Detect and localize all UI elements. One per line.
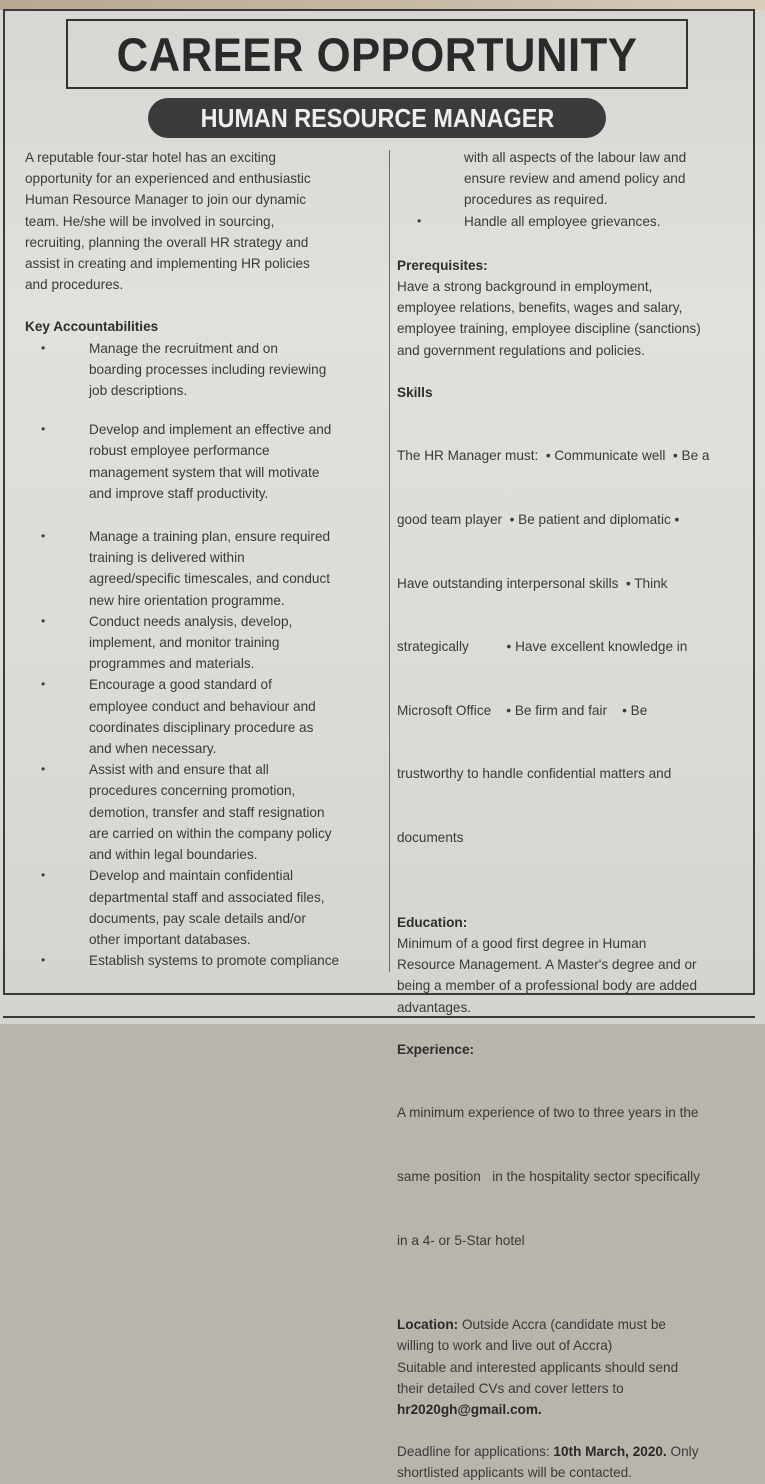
education-text: [397, 933, 747, 1018]
deadline-prefix: Deadline for applications:: [397, 1444, 554, 1460]
text-line: The HR Manager must: • Communicate well • Be a: [397, 448, 710, 464]
item-line: Handle all employee grievances.: [464, 213, 661, 229]
location-text: [397, 1314, 747, 1420]
text-line: employee training, employee discipline (sanctions): [397, 321, 701, 337]
bullet-icon: •: [41, 868, 46, 883]
item-line: job descriptions.: [89, 383, 188, 399]
accountability-item-continued: [397, 147, 747, 211]
item-line: programmes and materials.: [89, 656, 255, 672]
text-line: advantages.: [397, 999, 472, 1015]
education-heading: Education:: [397, 914, 468, 930]
item-line: employee conduct and behaviour and: [89, 698, 316, 714]
text-line: and government regulations and policies.: [397, 342, 645, 358]
item-line: robust employee performance: [89, 443, 270, 459]
bullet-icon: •: [41, 340, 46, 355]
bullet-icon: •: [41, 529, 46, 544]
intro-line: A reputable four-star hotel has an exciting: [25, 150, 276, 165]
text-line: in a 4- or 5-Star hotel: [397, 1232, 525, 1248]
item-line: Manage the recruitment and on: [89, 340, 278, 356]
text-line: documents: [397, 830, 464, 846]
text-line: being a member of a professional body are added: [397, 978, 698, 994]
job-title: HUMAN RESOURCE MANAGER: [200, 102, 554, 133]
accountability-item: [25, 865, 375, 950]
bullet-icon: •: [417, 213, 422, 228]
bullet-icon: •: [41, 422, 46, 437]
accountability-item: [25, 419, 375, 504]
bullet-icon: •: [41, 762, 46, 777]
accountability-item: [25, 526, 375, 611]
text-line: Resource Management. A Master's degree and or: [397, 957, 697, 973]
location-value: Outside Accra (candidate must be: [458, 1317, 666, 1333]
accountability-item: [25, 759, 375, 865]
text-line: Have outstanding interpersonal skills • Think: [397, 575, 668, 591]
text-line: strategically • Have excellent knowledge in: [397, 639, 688, 655]
item-line: Conduct needs analysis, develop,: [89, 613, 293, 629]
experience-heading: Experience:: [397, 1041, 475, 1057]
item-line: management system that will motivate: [89, 464, 320, 480]
item-line: demotion, transfer and staff resignation: [89, 804, 325, 820]
accountability-item: [25, 338, 375, 402]
item-line: coordinates disciplinary procedure as: [89, 719, 314, 735]
text-line: Suitable and interested applicants should send: [397, 1359, 679, 1375]
job-title-banner: [148, 98, 606, 138]
location-line: [397, 1314, 747, 1335]
contact-email[interactable]: hr2020gh@gmail.com.: [397, 1401, 542, 1417]
intro-line: Human Resource Manager to join our dynamic: [25, 192, 307, 208]
intro-paragraph: [25, 147, 375, 295]
intro-line: opportunity for an experienced and enthusiastic: [25, 171, 311, 187]
item-line: Assist with and ensure that all: [89, 762, 269, 778]
location-label: Location:: [397, 1317, 459, 1333]
key-accountabilities-heading: Key Accountabilities: [25, 319, 159, 335]
item-line: ensure review and amend policy and: [464, 171, 686, 187]
left-column: [25, 147, 375, 971]
bullet-icon: •: [41, 613, 46, 628]
experience-text: [397, 1060, 747, 1293]
item-line: new hire orientation programme.: [89, 592, 285, 608]
item-line: departmental staff and associated files,: [89, 889, 325, 905]
deadline-suffix: Only: [666, 1444, 699, 1460]
intro-line: team. He/she will be involved in sourcing,: [25, 213, 275, 229]
item-line: Develop and maintain confidential: [89, 868, 294, 884]
prerequisites-heading: Prerequisites:: [397, 257, 488, 273]
item-line: and when necessary.: [89, 741, 217, 757]
text-line: good team player • Be patient and diplomatic •: [397, 512, 680, 528]
title-box: [66, 19, 688, 89]
text-line: A minimum experience of two to three years in the: [397, 1105, 699, 1121]
item-line: boarding processes including reviewing: [89, 361, 327, 377]
item-line: Develop and implement an effective and: [89, 422, 332, 438]
item-line: procedures as required.: [464, 192, 608, 208]
right-column: [397, 147, 747, 1484]
text-line: Microsoft Office • Be firm and fair • Be: [397, 702, 648, 718]
bullet-icon: •: [41, 953, 46, 968]
item-line: agreed/specific timescales, and conduct: [89, 571, 331, 587]
item-line: are carried on within the company policy: [89, 825, 332, 841]
item-line: training is delivered within: [89, 550, 245, 566]
text-line: same position in the hospitality sector specifically: [397, 1168, 700, 1184]
item-line: Encourage a good standard of: [89, 677, 272, 693]
deadline-line: [397, 1441, 747, 1462]
accountability-item: [25, 674, 375, 759]
skills-heading: Skills: [397, 384, 433, 400]
item-line: implement, and monitor training: [89, 635, 280, 651]
item-line: other important databases.: [89, 931, 251, 947]
text-line: Have a strong background in employment,: [397, 279, 653, 295]
text-line: their detailed CVs and cover letters to: [397, 1380, 624, 1396]
item-line: Establish systems to promote compliance: [89, 953, 340, 969]
text-line: willing to work and live out of Accra): [397, 1338, 613, 1354]
item-line: with all aspects of the labour law and: [464, 150, 687, 165]
item-line: procedures concerning promotion,: [89, 783, 296, 799]
text-line: Minimum of a good first degree in Human: [397, 935, 647, 951]
bullet-icon: •: [41, 677, 46, 692]
page-title: CAREER OPPORTUNITY: [116, 27, 638, 81]
column-divider: [389, 150, 390, 972]
text-line: shortlisted applicants will be contacted.: [397, 1465, 632, 1481]
text-line: trustworthy to handle confidential matters and: [397, 766, 672, 782]
item-line: documents, pay scale details and/or: [89, 910, 306, 926]
item-line: Manage a training plan, ensure required: [89, 529, 331, 545]
deadline-text: [397, 1441, 747, 1483]
intro-line: and procedures.: [25, 277, 124, 293]
deadline-date: 10th March, 2020.: [553, 1444, 667, 1460]
accountability-item: [25, 950, 375, 971]
item-line: and within legal boundaries.: [89, 847, 258, 863]
accountability-item: [397, 211, 747, 232]
prerequisites-text: [397, 276, 747, 361]
intro-line: recruiting, planning the overall HR strategy and: [25, 234, 309, 250]
accountability-item: [25, 611, 375, 675]
intro-line: assist in creating and implementing HR policies: [25, 256, 310, 272]
item-line: and improve staff productivity.: [89, 485, 269, 501]
skills-text: [397, 403, 747, 891]
text-line: employee relations, benefits, wages and salary,: [397, 300, 683, 316]
